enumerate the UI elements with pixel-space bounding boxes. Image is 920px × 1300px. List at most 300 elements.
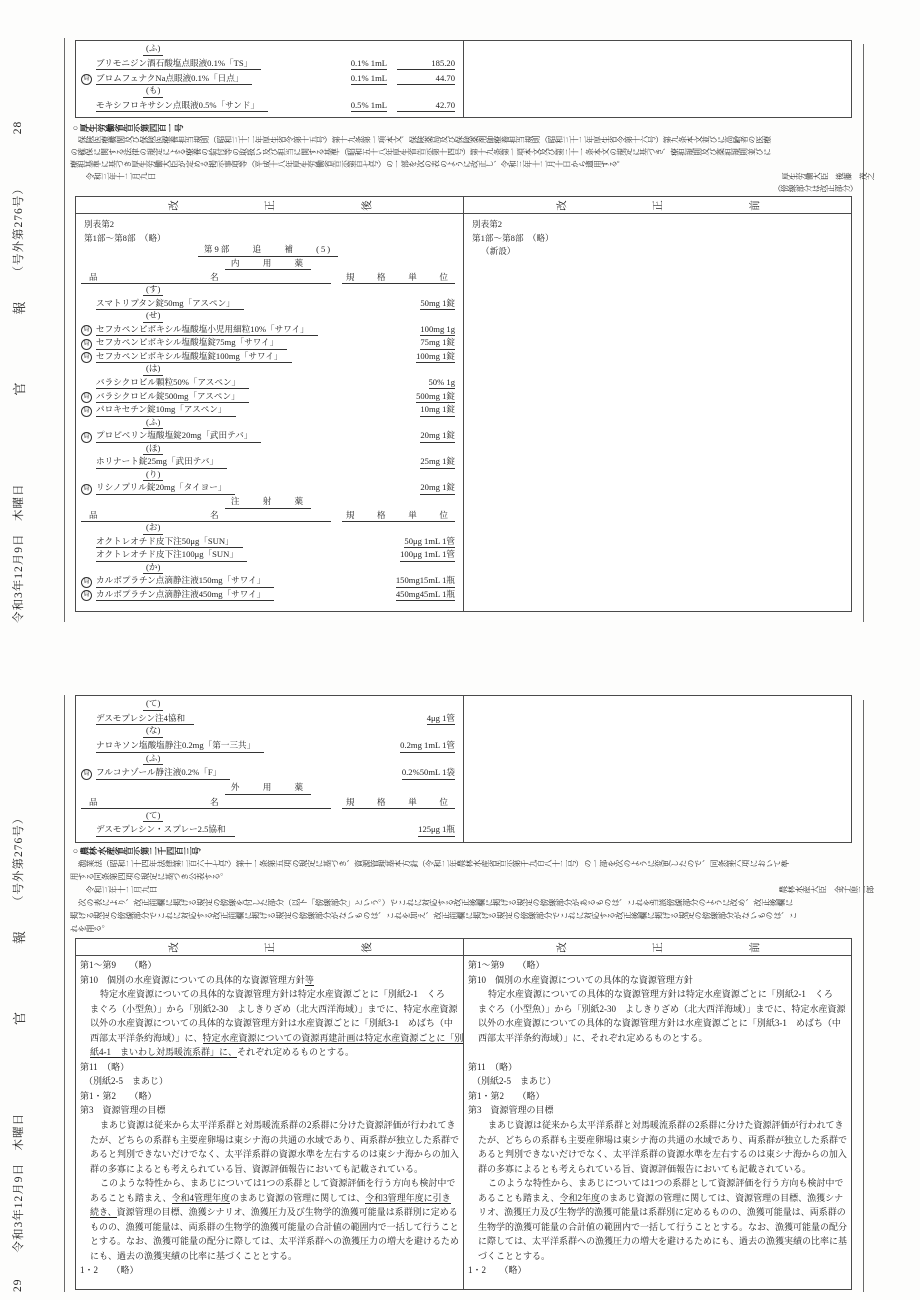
table-section-header: 内 用 薬 [225, 259, 311, 270]
drug-name: デスモプレシン・スプレー2.5協和 [96, 825, 235, 836]
drug-name: オクトレオチド皮下注50μg「SUN」 [96, 537, 243, 548]
spec-unit: 0.1% 1mL [351, 74, 387, 85]
text-segment: 特定水産資源についての具体的な資源管理方針は特定水産資源ごとに「別紙2-1 くろ [100, 989, 445, 1000]
jp-pharmacopoeia-icon: 局 [81, 577, 92, 588]
drug-name: カルボプラチン点滴静注液150mg「サワイ」 [96, 576, 274, 587]
drug-name: フルコナゾール静注液0.2%「F」 [96, 768, 230, 779]
col-header-product: 品 [89, 271, 98, 282]
column-header-row [76, 509, 463, 523]
amended-provisions [76, 956, 464, 1289]
spec-unit: 50mg 1錠 [420, 299, 455, 310]
text-segment: リオ、漁獲圧力及び生物学的漁獲可能量は系群別に定めるものの、漁獲可能量は、両系群の [478, 1207, 846, 1218]
spec-unit: 75mg 1錠 [420, 338, 455, 349]
text-segment: 特定水産資源についての資源再建計画は特定水産資源ごとに「別 [202, 1032, 464, 1043]
text-segment: ものの、漁獲可能量は、両系群の生物学的漁獲可能量の合計値の範囲内で一括して行うこと [90, 1221, 459, 1232]
notice-line [70, 884, 920, 897]
provision-line [464, 1074, 851, 1089]
jp-pharmacopoeia-icon: 局 [81, 406, 92, 417]
notice-title [70, 122, 858, 134]
provision-line [76, 1103, 463, 1118]
provision-line [76, 1162, 463, 1177]
provision-line [76, 1191, 463, 1206]
table-section-row [76, 257, 463, 271]
text-segment: にも、過去の漁獲実績の比率に基づくこととする。 [90, 1250, 298, 1261]
price: 185.20 [397, 59, 455, 70]
provision-line [76, 973, 463, 988]
text-segment: あることも踏まえ、 [90, 1192, 172, 1203]
table-section-header: 外 用 薬 [225, 783, 311, 794]
drug-name: オクトレオチド皮下注100μg「SUN」 [96, 550, 247, 561]
text-segment: 以外の水産資源についての具体的な資源管理方針は水産資源ごとに「別紙3-1 めばち（中 [90, 1018, 453, 1029]
spec-unit: 25mg 1錠 [420, 457, 455, 468]
text-segment: 第10 個別の水産資源についての具体的な資源管理方針 [80, 974, 305, 985]
column-header-row [76, 795, 463, 810]
drug-item-row [76, 70, 463, 85]
empty-right-cell [464, 41, 851, 117]
text-segment: たが、どちらの系群も主要産卵場は東シナ海の共通の水域であり、両系群が独立した系群で [90, 1134, 460, 1145]
drug-item-row [76, 336, 463, 350]
drug-item-row [76, 535, 463, 549]
drug-item-row [76, 389, 463, 403]
text-segment: のまあじ資源の管理に関しては、資源管理の目標、漁獲シナ [600, 1192, 844, 1203]
page2-left-rule [64, 695, 65, 1292]
comparison-table-header [76, 197, 851, 214]
header-char: 改 [556, 199, 568, 211]
drug-item-row [76, 765, 463, 780]
schedule-heading: 第1部〜第8部 （略） [472, 232, 554, 243]
text-segment: のまあじ資源の管理に関しては、 [230, 1192, 366, 1203]
name-column-header [81, 511, 331, 522]
provision-line [76, 987, 463, 1002]
text-segment: 第1・第2 （略） [468, 1090, 545, 1101]
spec-unit: 125μg 1瓶 [418, 825, 455, 836]
provision-line [464, 1002, 851, 1017]
drug-item-row [76, 481, 463, 495]
table-section-header: 第9部 追 補 (5) [198, 245, 338, 256]
header-before-amendment [464, 197, 851, 213]
kana-group-row [76, 43, 463, 56]
kana-group-row [76, 469, 463, 482]
amended-drug-schedule [76, 214, 464, 611]
provision-line [464, 1263, 851, 1278]
col-header-spec-unit: 規 格 単 位 [342, 273, 455, 284]
col-header-name: 名 [210, 271, 219, 282]
page2-issue-number: （号外第276号） [13, 811, 25, 907]
name-column-header [81, 273, 331, 284]
provision-line [464, 1060, 851, 1075]
provision-line [76, 1205, 463, 1220]
provision-line [464, 1016, 851, 1031]
col-header-product: 品 [89, 797, 98, 808]
drug-name: セフカペンピボキシル塩酸塩小児用細粒10%「サワイ」 [96, 325, 318, 336]
jp-mark-box [81, 432, 96, 443]
previous-drug-schedule [464, 214, 851, 611]
jp-mark-box [81, 484, 96, 495]
kana-group-label: (せ) [143, 311, 163, 322]
provision-line [464, 1031, 851, 1046]
kana-group-label: (す) [143, 285, 163, 296]
text-segment: （別紙2-5 まあじ） [84, 1076, 168, 1087]
spec-unit: 100mg 1錠 [416, 352, 455, 363]
kana-group-label: (お) [143, 523, 163, 534]
text-segment: 特定水産資源についての具体的な資源管理方針は特定水産資源ごとに「別紙2-1 くろ [488, 989, 833, 1000]
provision-line [76, 1234, 463, 1249]
price: 42.70 [397, 101, 455, 112]
notice-text: 用する同条第四項の規定に基づき公表する。 [70, 872, 228, 881]
drug-item-row [76, 296, 463, 310]
drug-item-row [76, 455, 463, 469]
kana-group-label: (ふ) [143, 418, 163, 429]
text-segment: 第11 （略） [468, 1061, 518, 1072]
notice-text: 保険医療機関及び保険医療養担当規則（昭和三十二年厚生省令第十五号）第十九条第一項本文、保険薬局及び保険薬剤師療養担当規則（昭和三十二年厚生省令第十六号）第九条本文並びに高齢者の医療 [78, 135, 771, 145]
previous-provisions [464, 956, 851, 1289]
text-segment: まぐろ（小型魚）」から「別紙2-30 よしきりざめ（北大西洋海域）」までに、特定水産資源 [478, 1003, 846, 1014]
provision-line [464, 1220, 851, 1235]
provision-line [464, 1234, 851, 1249]
comparison-table-fisheries [75, 938, 852, 1290]
drug-name: ブリモニジン酒石酸塩点眼液0.1%「TS」 [96, 59, 261, 70]
drug-name: パロキセチン錠10mg「アスペン」 [96, 405, 236, 416]
empty-right-cell-2 [464, 696, 851, 842]
text-segment: 第1・第2 （略） [80, 1090, 157, 1101]
provision-line [464, 987, 851, 1002]
kana-group-row [76, 284, 463, 297]
text-segment: 続き、 [90, 1207, 117, 1218]
drug-name: リシノプリル錠20mg「タイヨー」 [96, 483, 235, 494]
page1-edge-header [6, 38, 30, 623]
provision-line [76, 1074, 463, 1089]
spec-unit: 20mg 1錠 [420, 483, 455, 494]
spec-unit: 0.5% 1mL [351, 101, 387, 112]
notice-date: 令和三年十二月九日 [86, 885, 158, 894]
notice-text: の確保に関する法律の規定による療養の給付等の取扱い及び担当に関する基準（昭和五十八年厚生省告示第十四号）第十九条第一項本文及び第三十一条本文の規定に基づき、療担規則及び薬担規則並びに [70, 147, 771, 157]
notice-line [70, 159, 858, 171]
column-header-row [76, 270, 463, 284]
schedule-heading: 別表第2 [472, 219, 503, 230]
notice-signer: （傍線部分は改正部分） [773, 183, 858, 193]
text-segment: 第3 資源管理の目標 [80, 1105, 166, 1116]
col-header-spec-unit: 規 格 単 位 [342, 511, 455, 522]
kana-group-label: (か) [143, 563, 163, 574]
page1-date: 令和3年12月9日 木曜日 [13, 483, 25, 623]
notice-line [70, 923, 858, 936]
provision-line [76, 1220, 463, 1235]
text-segment: このような特性から、まあじについては1つの系群として資源評価を行う方向も検討中で [100, 1178, 456, 1189]
kana-group-label: (は) [143, 364, 163, 375]
kana-group-label: (り) [143, 470, 163, 481]
kana-group-label: (ほ) [143, 444, 163, 455]
notice-line [70, 183, 884, 195]
notice-line [70, 910, 858, 923]
text-segment: 第1〜第9 （略） [468, 960, 545, 970]
text-segment: 群の多寡によるとも考えられている旨、資源評価報告においても記載されている。 [90, 1163, 424, 1174]
col-header-spec-unit: 規 格 単 位 [342, 798, 455, 809]
kana-group-label: (な) [143, 726, 163, 737]
price: 44.70 [397, 74, 455, 85]
spec-unit: 0.2%50mL 1袋 [402, 768, 455, 779]
table-section-row [76, 780, 463, 795]
text-segment: このような特性から、まあじについては1つの系群として資源評価を行う方向も検討中で [488, 1178, 844, 1189]
drug-name: バラシクロビル錠500mg「アスペン」 [96, 392, 249, 403]
text-segment: 第3 資源管理の目標 [468, 1105, 554, 1116]
provision-line [464, 1045, 851, 1060]
text-segment: 第10 個別の水産資源についての具体的な資源管理方針 [468, 974, 693, 985]
drug-item-row [76, 98, 463, 113]
kana-group-row [76, 809, 463, 822]
header-char: 正 [265, 199, 276, 211]
provision-line [76, 1147, 463, 1162]
kana-group-row [76, 310, 463, 323]
page1-right-rule [863, 44, 864, 622]
text-segment: 令和2年度 [559, 1192, 601, 1203]
drug-price-table-continuation-2 [75, 695, 852, 843]
provision-line [464, 1249, 851, 1264]
provision-line [464, 1147, 851, 1162]
header-char: 前 [749, 941, 761, 953]
notice-line [70, 871, 858, 884]
jp-pharmacopoeia-icon: 局 [81, 339, 92, 350]
provision-line [76, 1031, 463, 1046]
text-segment: 紙4-1 まいわし対馬暖流系群」に、 [90, 1047, 237, 1058]
page2-date: 令和3年12月9日 木曜日 [13, 1113, 25, 1253]
col-header-product: 品 [89, 509, 98, 520]
page2-right-rule [863, 700, 864, 1292]
drug-item-row [76, 56, 463, 71]
spec-unit: 0.1% 1mL [351, 59, 387, 70]
notice-signer: 厚生労働大臣 後藤 茂之 [781, 171, 874, 181]
text-segment: 生物学的漁獲可能量の合計値の範囲内で一括して行うこととする。なお、漁獲可能量の配分 [478, 1221, 848, 1232]
header-char: 改 [556, 941, 568, 953]
notice-mhlw [70, 122, 874, 196]
drug-item-row [76, 548, 463, 562]
text-segment: 1・2 （略） [80, 1265, 139, 1276]
drug-item-row [76, 323, 463, 337]
header-char: 改 [168, 199, 180, 211]
notice-text: 漁業法（昭和二十四年法律第二百六十七号）第十一条第五項の規定に基づき、資源管理基本方針（令和二年農林水産省告示第千九百八十二号）の一部を次のように変更したので、同条第六項において準 [78, 859, 789, 868]
provision-line [76, 1002, 463, 1017]
kana-group-label: (ふ) [143, 754, 163, 765]
text-segment: まぐろ（小型魚）」から「別紙2-30 よしきりざめ（北大西洋海域）」までに、特定水産資源 [90, 1003, 458, 1014]
schedule-heading: 第1部〜第8部 （略） [84, 232, 166, 243]
provision-line [464, 1162, 851, 1177]
text-segment: 第11 （略） [80, 1061, 130, 1072]
kana-group-label: (て) [143, 699, 163, 710]
page2-edge-header [6, 695, 30, 1292]
header-char: 後 [361, 941, 373, 953]
header-after-amendment [76, 197, 464, 213]
table-section-row [76, 495, 463, 509]
page2-kanpo-ho: 報 [11, 928, 27, 944]
text-segment: づくこととする。 [478, 1250, 551, 1261]
text-segment: まあじ資源は従来から太平洋系群と対馬暖流系群の2系群に分けた資源評価が行われてき [100, 1120, 456, 1131]
table-section-row [76, 243, 463, 257]
text-segment: （別紙2-5 まあじ） [472, 1076, 556, 1087]
header-char: 正 [653, 199, 664, 211]
provision-line [76, 1060, 463, 1075]
jp-pharmacopoeia-icon: 局 [81, 484, 92, 495]
jp-mark-box [81, 769, 96, 780]
provision-line [464, 1133, 851, 1148]
provision-line [464, 1205, 851, 1220]
text-segment: あると判別できないだけでなく、太平洋系群の資源水準を左右するのは東シナ海からの加入 [90, 1149, 459, 1160]
jp-pharmacopoeia-icon: 局 [81, 74, 92, 85]
jp-mark-box [81, 392, 96, 403]
text-segment: 第1〜第9 （略） [80, 960, 157, 970]
jp-mark-box [81, 325, 96, 336]
drug-name: スマトリプタン錠50mg「アスペン」 [96, 299, 244, 310]
jp-mark-box [81, 406, 96, 417]
drug-name: プロピベリン塩酸塩錠20mg「武田テバ」 [96, 431, 261, 442]
schedule-note: （新設） [481, 246, 516, 257]
notice-maff [70, 845, 874, 937]
notice-line [70, 897, 866, 910]
text-segment: あると判別できないだけでなく、太平洋系群の資源水準を左右するのは東シナ海からの加入 [478, 1149, 847, 1160]
text-segment: まあじ資源は従来から太平洋系群と対馬暖流系群の2系群に分けた資源評価が行われてき [488, 1120, 844, 1131]
provision-line [76, 1089, 463, 1104]
drug-list-left-2 [76, 696, 464, 842]
jp-mark-box [81, 590, 96, 601]
text-segment: とする。なお、漁獲可能量の配分に際しては、太平洋系群への漁獲圧力の増大を避けるため [90, 1236, 460, 1247]
page1-page-number: 28 [12, 120, 24, 135]
drug-name: モキシフロキサシン点眼液0.5%「サンド」 [96, 101, 268, 112]
provision-line [76, 958, 463, 973]
text-segment: 令和3管理年度に引き [365, 1192, 451, 1203]
drug-item-row [76, 738, 463, 753]
comparison-table-drugs [75, 196, 852, 612]
text-segment: 令和4管理年度 [171, 1192, 231, 1203]
drug-list-left [76, 41, 464, 117]
drug-name: ナロキソン塩酸塩静注0.2mg「第一三共」 [96, 741, 264, 752]
drug-item-row [76, 574, 463, 588]
header-char: 改 [168, 941, 180, 953]
drug-item-row [76, 376, 463, 390]
notice-line [70, 858, 866, 871]
spec-unit: 0.2mg 1mL 1管 [400, 741, 455, 752]
provision-line [464, 1089, 851, 1104]
jp-mark-box [81, 74, 96, 85]
jp-pharmacopoeia-icon: 局 [81, 769, 92, 780]
spec-unit: 500mg 1錠 [416, 392, 455, 403]
drug-item-row [76, 429, 463, 443]
notice-line [70, 134, 866, 146]
page1-kanpo-kan: 官 [11, 380, 27, 396]
provision-line [464, 1118, 851, 1133]
notice-text: 療担基準に基づき厚生労働大臣が定める掲示事項等（平成十八年厚生労働省告示第百七号）の一部を次の表のように改正し、令和三年十二月十日から適用する。 [70, 159, 625, 169]
notice-title [70, 845, 858, 858]
drug-name: カルボプラチン点滴静注液450mg「サワイ」 [96, 590, 274, 601]
provision-line [464, 1176, 851, 1191]
spec-unit: 100μg 1mL 1管 [400, 550, 455, 561]
header-char: 後 [361, 199, 373, 211]
drug-name: デスモプレシン注4協和 [96, 714, 194, 725]
spec-unit: 450mg45mL 1瓶 [396, 590, 455, 601]
jp-mark-box [81, 577, 96, 588]
notice-text: ○農林水産省告示第二千四百三号 [70, 846, 201, 856]
provision-line [76, 1249, 463, 1264]
jp-mark-box [81, 339, 96, 350]
text-segment: それぞれ定めるものとする。 [237, 1047, 355, 1058]
col-header-name: 名 [210, 509, 219, 520]
spec-unit: 150mg15mL 1瓶 [396, 576, 455, 587]
header-char: 正 [653, 941, 664, 953]
jp-mark-box [81, 352, 96, 363]
spec-unit: 100mg 1g [420, 325, 455, 336]
notice-text: れを削る。 [70, 924, 110, 933]
provision-line [76, 1045, 463, 1060]
drug-item-row [76, 588, 463, 602]
notice-text: 次の表により、改正前欄に掲げる規定の傍線を付した部分（以下「傍線部分」という。）でこれに対応する改正後欄に掲げる規定の傍線部分があるものは、これを当該傍線部分のように改め、改正後欄に [78, 898, 793, 907]
text-segment: に際しては、太平洋系群への漁獲圧力の増大を避けるためにも、過去の漁獲実績の比率に基 [478, 1236, 848, 1247]
text-segment: 1・2 （略） [468, 1265, 527, 1276]
page1-issue-number: （号外第276号） [13, 182, 25, 278]
kana-group-row [76, 562, 463, 575]
provision-line [76, 1133, 463, 1148]
drug-item-row [76, 822, 463, 837]
spec-unit: 20mg 1錠 [420, 431, 455, 442]
provision-line [464, 958, 851, 973]
col-header-name: 名 [210, 797, 219, 808]
drug-item-row [76, 350, 463, 364]
spec-unit: 4μg 1管 [427, 714, 455, 725]
kana-group-row [76, 753, 463, 766]
text-segment: 西部太平洋条約海域）」に、 [90, 1032, 203, 1043]
drug-name: セフカペンピボキシル塩酸塩錠75mg「サワイ」 [96, 338, 287, 349]
kana-group-label: (も) [143, 86, 163, 97]
schedule-heading: 別表第2 [84, 219, 115, 230]
jp-pharmacopoeia-icon: 局 [81, 325, 92, 336]
kana-group-label: (ふ) [143, 44, 163, 55]
jp-pharmacopoeia-icon: 局 [81, 432, 92, 443]
kana-group-row [76, 725, 463, 738]
drug-name: セフカペンピボキシル塩酸塩錠100mg「サワイ」 [96, 352, 292, 363]
table-section-header: 注 射 薬 [225, 497, 311, 508]
name-column-header [81, 798, 331, 809]
page1-left-rule [64, 38, 65, 622]
header-before-amendment-2 [464, 939, 851, 955]
text-segment: 群の多寡によるとも考えられている旨、資源評価報告においても記載されている。 [478, 1163, 812, 1174]
notice-text: 掲げる規定の傍線部分でこれに対応する改正前欄に掲げる規定の傍線部分がないものは、これを加え、改正前欄に掲げる規定の傍線部分でこれに対応する改正後欄に掲げる規定の傍線部分がないものは、こ [70, 911, 797, 920]
provision-line [76, 1118, 463, 1133]
page2-page-number: 29 [12, 1278, 24, 1292]
provision-line [464, 973, 851, 988]
drug-item-row [76, 711, 463, 726]
fisheries-table-header [76, 939, 851, 956]
kana-group-row [76, 363, 463, 376]
provision-line [76, 1016, 463, 1031]
kana-group-row [76, 443, 463, 456]
notice-date: 令和三年十二月九日 [86, 171, 156, 181]
text-segment: 等 [304, 974, 314, 985]
provision-line [76, 1176, 463, 1191]
notice-signer: 農林水産大臣 金子原二郎 [779, 885, 874, 894]
provision-line [464, 1103, 851, 1118]
jp-pharmacopoeia-icon: 局 [81, 392, 92, 403]
jp-pharmacopoeia-icon: 局 [81, 352, 92, 363]
spec-unit: 50% 1g [429, 378, 456, 389]
text-segment: あることも踏まえ、 [478, 1192, 560, 1203]
text-segment: 以外の水産資源についての具体的な資源管理方針は水産資源ごとに「別紙3-1 めばち（中 [478, 1018, 841, 1029]
kana-group-row [76, 417, 463, 430]
provision-line [464, 1191, 851, 1206]
spec-unit: 10mg 1錠 [420, 405, 455, 416]
page2-kanpo-kan: 官 [11, 1009, 27, 1025]
page1-kanpo-ho: 報 [11, 299, 27, 315]
jp-pharmacopoeia-icon: 局 [81, 590, 92, 601]
header-after-amendment-2 [76, 939, 464, 955]
provision-line [76, 1263, 463, 1278]
kana-group-label: (て) [143, 811, 163, 822]
text-segment: 資源管理の目標、漁獲シナリオ、漁獲圧力及び生物学的漁獲可能量は系群別に定める [116, 1207, 458, 1218]
